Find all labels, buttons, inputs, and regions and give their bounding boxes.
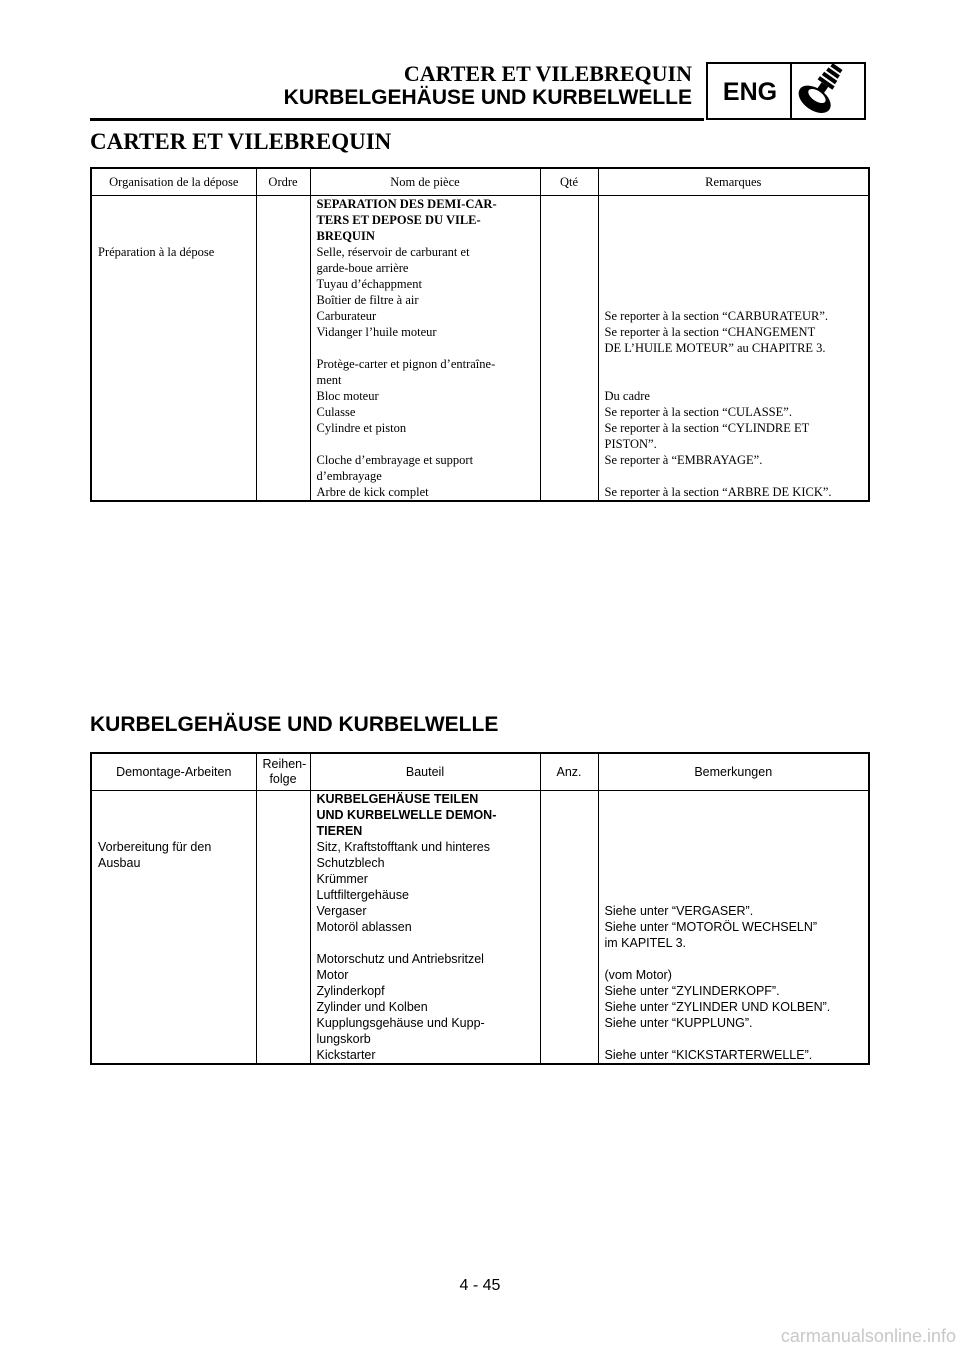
cell-part: Tuyau d’échappment bbox=[310, 276, 540, 292]
cell-order bbox=[256, 388, 310, 404]
cell-qty bbox=[540, 452, 598, 484]
column-header: Qté bbox=[540, 168, 598, 196]
cell-qty bbox=[540, 324, 598, 356]
column-header: Bauteil bbox=[310, 753, 540, 791]
cell-remarks bbox=[598, 839, 869, 871]
cell-part: Motorschutz und Antriebsritzel bbox=[310, 951, 540, 967]
cell-qty bbox=[540, 887, 598, 903]
cell-group bbox=[91, 919, 256, 951]
cell-remarks: (vom Motor) bbox=[598, 967, 869, 983]
cell-order bbox=[256, 196, 310, 245]
table-row bbox=[91, 196, 869, 245]
page-number: 4 - 45 bbox=[459, 1277, 501, 1294]
parts-table-fr bbox=[90, 167, 870, 502]
header-rule bbox=[90, 118, 704, 121]
cell-group bbox=[91, 951, 256, 967]
cell-group bbox=[91, 1047, 256, 1064]
section-title-fr: CARTER ET VILEBREQUIN bbox=[90, 129, 392, 154]
cell-group bbox=[91, 292, 256, 308]
cell-remarks: Se reporter à “EMBRAYAGE”. bbox=[598, 452, 869, 484]
cell-group bbox=[91, 308, 256, 324]
cell-group bbox=[91, 196, 256, 245]
cell-part: Kupplungsgehäuse und Kupp- lungskorb bbox=[310, 1015, 540, 1047]
header-title-de: KURBELGEHÄUSE UND KURBELWELLE bbox=[283, 86, 692, 109]
cell-group: Préparation à la dépose bbox=[91, 244, 256, 276]
cell-qty bbox=[540, 388, 598, 404]
column-header: Reihen- folge bbox=[256, 753, 310, 791]
cell-remarks: Du cadre bbox=[598, 388, 869, 404]
cell-order bbox=[256, 244, 310, 276]
table-header-row bbox=[91, 753, 869, 791]
cell-group bbox=[91, 1015, 256, 1047]
column-header: Nom de pièce bbox=[310, 168, 540, 196]
cell-remarks: Siehe unter “KUPPLUNG”. bbox=[598, 1015, 869, 1047]
cell-order bbox=[256, 839, 310, 871]
cell-group: Vorbereitung für den Ausbau bbox=[91, 839, 256, 871]
cell-order bbox=[256, 791, 310, 840]
cell-qty bbox=[540, 404, 598, 420]
cell-group bbox=[91, 324, 256, 356]
table-row bbox=[91, 983, 869, 999]
eng-badge-divider bbox=[790, 62, 792, 120]
cell-part: Protège-carter et pignon d’entraîne- ment bbox=[310, 356, 540, 388]
cell-order bbox=[256, 919, 310, 951]
cell-order bbox=[256, 903, 310, 919]
cell-remarks: Se reporter à la section “CARBURATEUR”. bbox=[598, 308, 869, 324]
cell-part: Sitz, Kraftstofftank und hinteres Schutzblech bbox=[310, 839, 540, 871]
cell-remarks: Se reporter à la section “CYLINDRE ET PISTON”. bbox=[598, 420, 869, 452]
table-row bbox=[91, 356, 869, 388]
cell-order bbox=[256, 484, 310, 501]
cell-group bbox=[91, 388, 256, 404]
cell-order bbox=[256, 887, 310, 903]
cell-part: Zylinder und Kolben bbox=[310, 999, 540, 1015]
table-row bbox=[91, 244, 869, 276]
cell-group bbox=[91, 871, 256, 887]
cell-remarks bbox=[598, 871, 869, 887]
cell-part: Krümmer bbox=[310, 871, 540, 887]
table-row bbox=[91, 951, 869, 967]
table-row bbox=[91, 484, 869, 501]
cell-qty bbox=[540, 839, 598, 871]
table-row bbox=[91, 324, 869, 356]
cell-qty bbox=[540, 967, 598, 983]
cell-remarks bbox=[598, 791, 869, 840]
cell-remarks: Siehe unter “VERGASER”. bbox=[598, 903, 869, 919]
cell-order bbox=[256, 951, 310, 967]
cell-order bbox=[256, 292, 310, 308]
cell-qty bbox=[540, 1015, 598, 1047]
cell-part: Culasse bbox=[310, 404, 540, 420]
cell-qty bbox=[540, 999, 598, 1015]
cell-part: Vidanger l’huile moteur bbox=[310, 324, 540, 356]
table-row bbox=[91, 308, 869, 324]
cell-part: Bloc moteur bbox=[310, 388, 540, 404]
table-row bbox=[91, 919, 869, 951]
cell-order bbox=[256, 404, 310, 420]
cell-part: Selle, réservoir de carburant et garde-boue arrière bbox=[310, 244, 540, 276]
cell-qty bbox=[540, 196, 598, 245]
cell-part: SEPARATION DES DEMI-CAR- TERS ET DEPOSE DU VILE- BREQUIN bbox=[310, 196, 540, 245]
table-row bbox=[91, 388, 869, 404]
parts-table-de bbox=[90, 752, 870, 1065]
section-title-de: KURBELGEHÄUSE UND KURBELWELLE bbox=[90, 713, 499, 736]
cell-qty bbox=[540, 308, 598, 324]
cell-group bbox=[91, 903, 256, 919]
column-header: Remarques bbox=[598, 168, 869, 196]
column-header: Ordre bbox=[256, 168, 310, 196]
cell-group bbox=[91, 791, 256, 840]
cell-qty bbox=[540, 292, 598, 308]
table-row bbox=[91, 871, 869, 887]
cell-part: Luftfiltergehäuse bbox=[310, 887, 540, 903]
table-row bbox=[91, 420, 869, 452]
cell-remarks bbox=[598, 356, 869, 388]
table-row bbox=[91, 1047, 869, 1064]
cell-group bbox=[91, 452, 256, 484]
cell-remarks: Siehe unter “KICKSTARTERWELLE”. bbox=[598, 1047, 869, 1064]
cell-order bbox=[256, 967, 310, 983]
cell-remarks: Siehe unter “ZYLINDER UND KOLBEN”. bbox=[598, 999, 869, 1015]
cell-order bbox=[256, 1015, 310, 1047]
table-row bbox=[91, 276, 869, 292]
cell-order bbox=[256, 999, 310, 1015]
column-header: Demontage-Arbeiten bbox=[91, 753, 256, 791]
table-row bbox=[91, 839, 869, 871]
cell-part: Vergaser bbox=[310, 903, 540, 919]
cell-remarks bbox=[598, 196, 869, 245]
cell-remarks bbox=[598, 244, 869, 276]
cell-qty bbox=[540, 420, 598, 452]
cell-order bbox=[256, 983, 310, 999]
cell-part: Carburateur bbox=[310, 308, 540, 324]
cell-part: Kickstarter bbox=[310, 1047, 540, 1064]
table-row bbox=[91, 791, 869, 840]
cell-qty bbox=[540, 484, 598, 501]
column-header: Organisation de la dépose bbox=[91, 168, 256, 196]
engine-piston-icon bbox=[794, 64, 864, 118]
cell-order bbox=[256, 308, 310, 324]
table-row bbox=[91, 967, 869, 983]
cell-qty bbox=[540, 356, 598, 388]
cell-group bbox=[91, 484, 256, 501]
header-title-fr: CARTER ET VILEBREQUIN bbox=[403, 61, 692, 86]
cell-remarks bbox=[598, 292, 869, 308]
cell-remarks: Se reporter à la section “CHANGEMENT DE L’HUILE MOTEUR” au CHAPITRE 3. bbox=[598, 324, 869, 356]
cell-group bbox=[91, 983, 256, 999]
cell-remarks: Siehe unter “MOTORÖL WECHSELN” im KAPITEL 3. bbox=[598, 919, 869, 951]
cell-group bbox=[91, 276, 256, 292]
cell-remarks bbox=[598, 951, 869, 967]
table-row bbox=[91, 1015, 869, 1047]
table-row bbox=[91, 887, 869, 903]
cell-order bbox=[256, 420, 310, 452]
column-header: Anz. bbox=[540, 753, 598, 791]
cell-remarks: Se reporter à la section “ARBRE DE KICK”. bbox=[598, 484, 869, 501]
table-row bbox=[91, 452, 869, 484]
cell-part: Motoröl ablassen bbox=[310, 919, 540, 951]
cell-remarks bbox=[598, 887, 869, 903]
cell-qty bbox=[540, 276, 598, 292]
table-row bbox=[91, 903, 869, 919]
cell-qty bbox=[540, 983, 598, 999]
cell-part: Arbre de kick complet bbox=[310, 484, 540, 501]
cell-qty bbox=[540, 1047, 598, 1064]
cell-part: Motor bbox=[310, 967, 540, 983]
cell-remarks: Se reporter à la section “CULASSE”. bbox=[598, 404, 869, 420]
cell-part: Cloche d’embrayage et support d’embrayage bbox=[310, 452, 540, 484]
watermark: carmanualsonline.info bbox=[780, 1326, 956, 1346]
cell-part: KURBELGEHÄUSE TEILEN UND KURBELWELLE DEMON- TIEREN bbox=[310, 791, 540, 840]
cell-qty bbox=[540, 951, 598, 967]
column-header: Bemerkungen bbox=[598, 753, 869, 791]
cell-order bbox=[256, 1047, 310, 1064]
cell-group bbox=[91, 356, 256, 388]
cell-order bbox=[256, 356, 310, 388]
table-row bbox=[91, 292, 869, 308]
cell-group bbox=[91, 420, 256, 452]
cell-qty bbox=[540, 903, 598, 919]
table-row bbox=[91, 404, 869, 420]
cell-part: Zylinderkopf bbox=[310, 983, 540, 999]
cell-group bbox=[91, 967, 256, 983]
cell-remarks: Siehe unter “ZYLINDERKOPF”. bbox=[598, 983, 869, 999]
cell-qty bbox=[540, 919, 598, 951]
cell-group bbox=[91, 999, 256, 1015]
cell-order bbox=[256, 452, 310, 484]
cell-qty bbox=[540, 244, 598, 276]
cell-qty bbox=[540, 791, 598, 840]
cell-qty bbox=[540, 871, 598, 887]
table-header-row bbox=[91, 168, 869, 196]
cell-order bbox=[256, 276, 310, 292]
eng-badge-label: ENG bbox=[722, 78, 778, 106]
cell-remarks bbox=[598, 276, 869, 292]
cell-group bbox=[91, 404, 256, 420]
cell-group bbox=[91, 887, 256, 903]
cell-part: Cylindre et piston bbox=[310, 420, 540, 452]
cell-order bbox=[256, 871, 310, 887]
cell-order bbox=[256, 324, 310, 356]
table-row bbox=[91, 999, 869, 1015]
cell-part: Boîtier de filtre à air bbox=[310, 292, 540, 308]
